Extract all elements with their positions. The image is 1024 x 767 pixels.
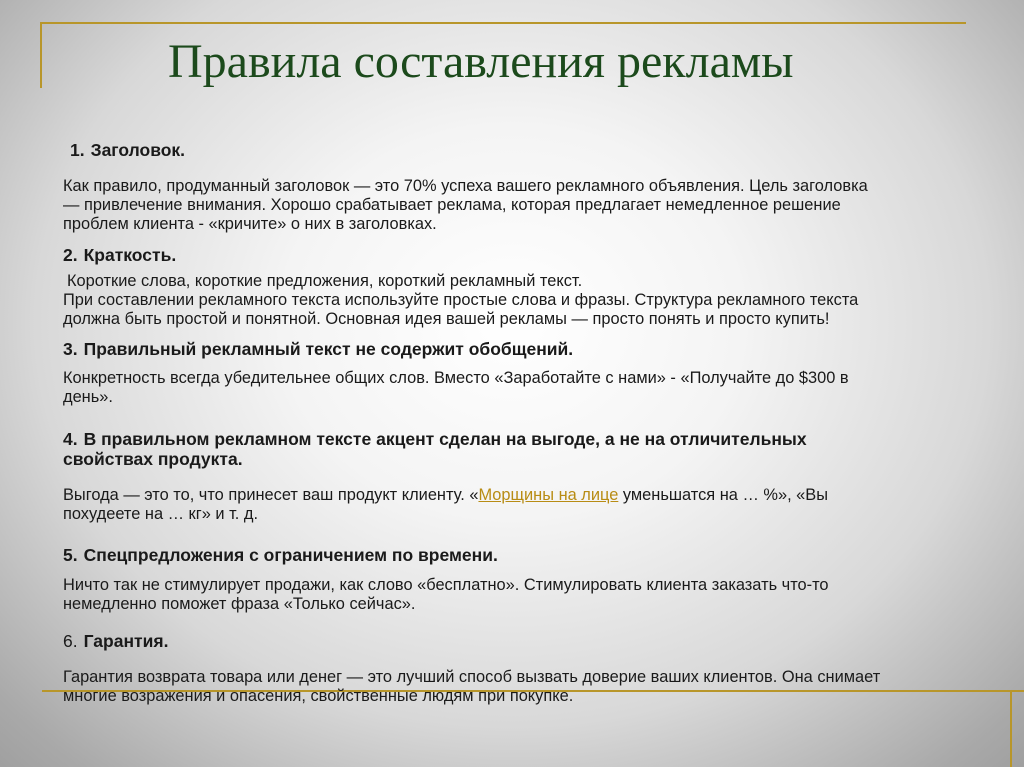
section-1-line-3: проблем клиента - «кричите» о них в заголовках. — [63, 215, 437, 233]
section-4-line-1 — [63, 486, 828, 505]
section-4-heading — [63, 429, 807, 469]
section-4-number: 4. — [63, 429, 78, 449]
section-4-title-line-2: свойствах продукта. — [63, 449, 243, 469]
section-4-line-2: похудеете на … кг» и т. д. — [63, 505, 259, 523]
section-6-line-2: многие возражения и опасения, свойственные людям при покупке. — [63, 687, 574, 705]
section-4-text — [63, 486, 828, 524]
section-3-line-1: Конкретность всегда убедительнее общих слов. Вместо «Заработайте с нами» - «Получайте до $300 в — [63, 369, 849, 387]
section-1-text — [63, 177, 868, 234]
section-6-line-1: Гарантия возврата товара или денег — это лучший способ вызвать доверие ваших клиентов. Она снимает — [63, 668, 881, 686]
section-4-title-line-1: В правильном рекламном тексте акцент сделан на выгоде, а не на отличительных — [83, 429, 807, 449]
section-6-heading — [63, 631, 168, 651]
section-3-text — [63, 369, 849, 407]
frame-line-left — [40, 22, 42, 88]
section-2-line-3: должна быть простой и понятной. Основная идея вашей рекламы — просто понять и просто купить! — [63, 310, 830, 328]
section-3-title: Правильный рекламный текст не содержит обобщений. — [83, 339, 574, 359]
section-1-title: Заголовок. — [90, 140, 186, 160]
section-3-line-2: день». — [63, 388, 113, 406]
section-2-number: 2. — [63, 245, 78, 265]
section-1-heading — [70, 140, 185, 160]
section-1-line-1: Как правило, продуманный заголовок — это 70% успеха вашего рекламного объявления. Цель заголовка — [63, 177, 868, 195]
section-5-line-2: немедленно поможет фраза «Только сейчас». — [63, 595, 416, 613]
section-1-line-2: — привлечение внимания. Хорошо срабатывает реклама, которая предлагает немедленное решение — [63, 196, 841, 214]
section-5-heading — [63, 545, 498, 565]
section-2-heading — [63, 245, 176, 265]
wrinkles-link[interactable]: Морщины на лице — [478, 486, 619, 504]
section-5-line-1: Ничто так не стимулирует продажи, как слово «бесплатно». Стимулировать клиента заказать что-то — [63, 576, 829, 594]
section-6-title: Гарантия. — [83, 631, 169, 651]
section-4-line-1-before: Выгода — это то, что принесет ваш продукт клиенту. « — [63, 486, 479, 504]
section-2-text — [63, 272, 858, 329]
section-2-line-1: Короткие слова, короткие предложения, короткий рекламный текст. — [67, 272, 583, 290]
section-6-text — [63, 668, 880, 706]
section-5-title: Спецпредложения с ограничением по времени. — [83, 545, 498, 565]
section-6-number: 6. — [63, 631, 78, 651]
section-2-line-2: При составлении рекламного текста используйте простые слова и фразы. Структура рекламного текста — [63, 291, 859, 309]
section-3-heading — [63, 339, 573, 359]
frame-line-top — [40, 22, 966, 24]
section-5-text — [63, 576, 829, 614]
frame-line-right — [1010, 692, 1012, 767]
section-5-number: 5. — [63, 545, 78, 565]
section-1-number: 1. — [70, 140, 85, 160]
section-3-number: 3. — [63, 339, 78, 359]
slide-title: Правила составления рекламы — [168, 35, 794, 88]
section-4-line-1-after: уменьшатся на … %», «Вы — [618, 486, 829, 504]
section-2-title: Краткость. — [83, 245, 177, 265]
